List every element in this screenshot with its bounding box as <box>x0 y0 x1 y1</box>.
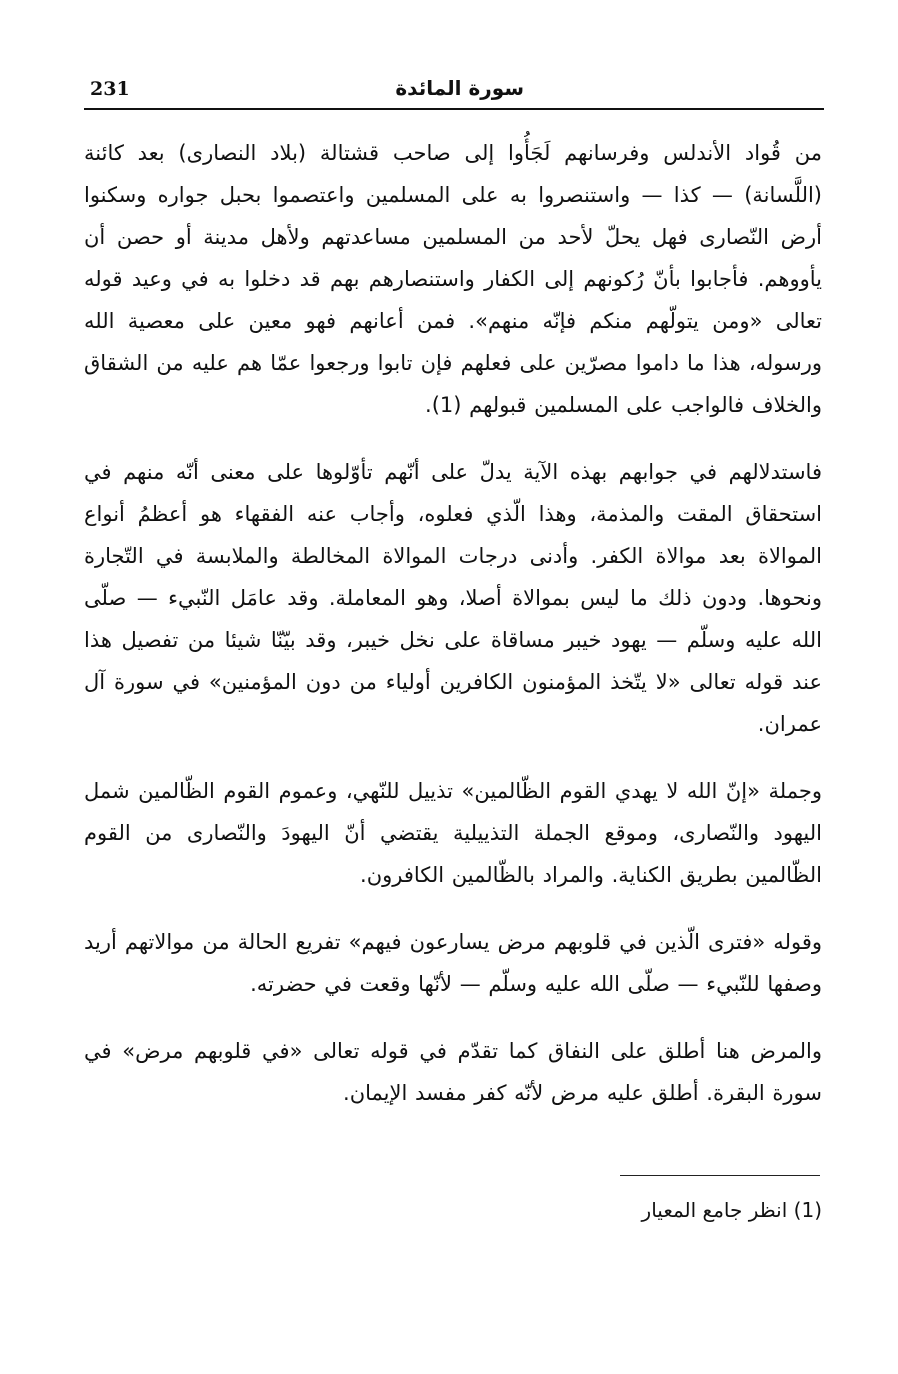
paragraph-4: وقوله «فترى الّذين في قلوبهم مرض يسارعون فيهم» تفريع الحالة من موالاتهم أريد وصفها للنّبيء — صلّى الله عليه وسلّم — لأنّها وقعت في حضرته. <box>84 930 822 996</box>
paragraph-2: فاستدلالهم في جوابهم بهذه الآية يدلّ على أنّهم تأوّلوها على معنى أنّه منهم في استحقاق المقت والمذمة، وهذا الّذي فعلوه، وأجاب عنه الفقهاء هو أعظمُ أنواع الموالاة بعد موالاة الكفر. وأدنى درجات الموالاة المخالطة والملابسة في التّجارة ونحوها. ودون ذلك ما ليس بموالاة أصلا، وهو المعاملة. وقد عامَل النّبيء — صلّى الله عليه وسلّم — يهود خيبر مساقاة على نخل خيبر، وقد بيّنّا شيئا من تفصيل هذا عند قوله تعالى «لا يتّخذ المؤمنون الكافرين أولياء من دون المؤمنين» في سورة آل عمران. <box>84 460 822 736</box>
page-number: 231 <box>90 78 130 100</box>
footnote-rule <box>620 1175 820 1176</box>
running-title: سورة المائدة <box>395 76 524 100</box>
page-header <box>84 74 824 114</box>
paragraph-5: والمرض هنا أطلق على النفاق كما تقدّم في قوله تعالى «في قلوبهم مرض» في سورة البقرة. أطلق عليه مرض لأنّه كفر مفسد الإيمان. <box>84 1039 822 1105</box>
paragraph-3: وجملة «إنّ الله لا يهدي القوم الظّالمين» تذييل للنّهي، وعموم القوم الظّالمين شمل اليهود والنّصارى، وموقع الجملة التذييلية يقتضي أنّ اليهودَ والنّصارى من القوم الظّالمين بطريق الكناية. والمراد بالظّالمين الكافرون. <box>84 779 822 887</box>
footnote: (1) انظر جامع المعيار <box>641 1198 822 1222</box>
body-text <box>84 132 822 1114</box>
header-rule <box>84 108 824 110</box>
paragraph-1: من قُواد الأندلس وفرسانهم لَجَأُوا إلى صاحب قشتالة (بلاد النصارى) بعد كائنة (اللَّسانة) — كذا — واستنصروا به على المسلمين واعتصموا بحبل جواره وسكنوا أرض النّصارى فهل يحلّ لأحد من المسلمين مساعدتهم ولأهل مدينة أو حصن أن يأووهم. فأجابوا بأنّ رُكونهم إلى الكفار واستنصارهم بهم قد دخلوا به في وعيد قوله تعالى «ومن يتولّهم منكم فإنّه منهم». فمن أعانهم فهو معين على معصية الله ورسوله، هذا ما داموا مصرّين على فعلهم فإن تابوا ورجعوا عمّا هم عليه من الشقاق والخلاف فالواجب على المسلمين قبولهم (1). <box>84 141 822 417</box>
